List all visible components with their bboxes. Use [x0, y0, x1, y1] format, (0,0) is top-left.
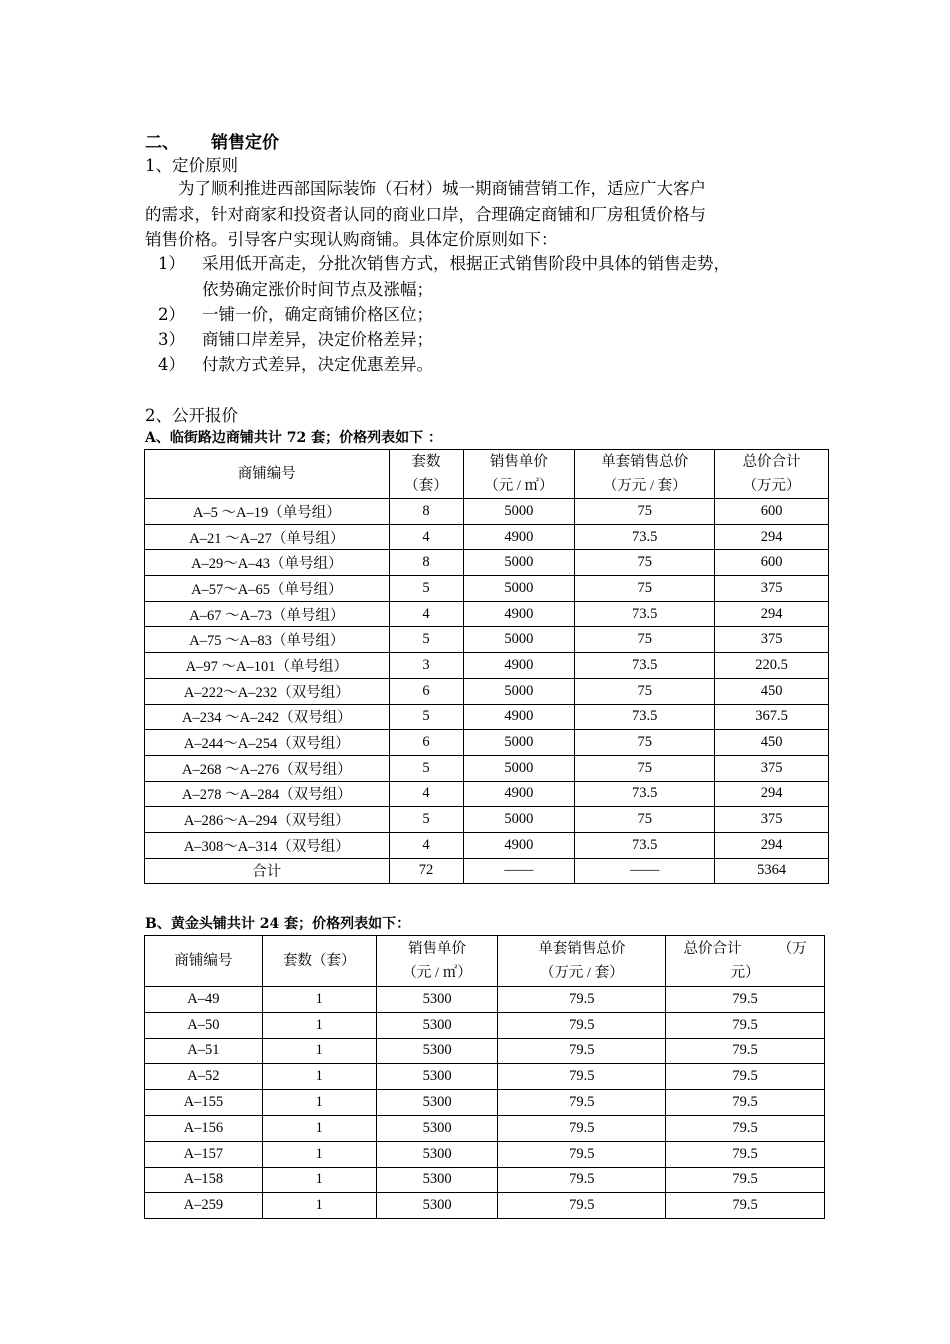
table-a-cell: 220.5 [715, 653, 829, 679]
table-a-cell: A–57～A–65（单号组） [145, 576, 390, 602]
table-b-row [145, 1064, 825, 1090]
table-b-cell: A–156 [145, 1115, 263, 1141]
table-a-column-header: 销售单价 （元 / ㎡） [463, 450, 575, 499]
table-b-column-header: 单套销售总价 （万元 / 套） [498, 936, 666, 987]
pricing-principle-heading: 1、定价原则 [145, 156, 238, 175]
table-a-cell: 4 [389, 781, 463, 807]
table-b-cell: 1 [262, 1012, 376, 1038]
table-a-cell: 294 [715, 781, 829, 807]
table-a-cell: A–222～A–232（双号组） [145, 678, 390, 704]
item-number: 1） [158, 254, 185, 273]
table-b-cell: A–155 [145, 1090, 263, 1116]
table-a-cell: 367.5 [715, 704, 829, 730]
table-b-cell: 1 [262, 1038, 376, 1064]
table-a-cell: 5000 [463, 807, 575, 833]
table-a-cell: 73.5 [575, 524, 715, 550]
table-b-column-header: 套数（套） [262, 936, 376, 987]
table-a-cell: 294 [715, 601, 829, 627]
table-a-cell: A–286～A–294（双号组） [145, 807, 390, 833]
table-b-cell: 1 [262, 1064, 376, 1090]
section-title: 销售定价 [211, 133, 279, 153]
table-b-row [145, 1141, 825, 1167]
table-a-cell: 6 [389, 678, 463, 704]
table-b-cell: A–49 [145, 987, 263, 1013]
table-a-row [145, 678, 829, 704]
table-b-column-header: 总价合计 （万 元） [666, 936, 825, 987]
table-a-cell: 5 [389, 704, 463, 730]
table-a-cell: A–308～A–314（双号组） [145, 832, 390, 858]
table-b-cell: 79.5 [498, 1193, 666, 1219]
table-a-cell: 5000 [463, 730, 575, 756]
table-b-column-header: 销售单价 （元 / ㎡） [376, 936, 498, 987]
table-a-cell: 3 [389, 653, 463, 679]
table-a-cell: 75 [575, 627, 715, 653]
table-a-cell: 5000 [463, 678, 575, 704]
table-a-column-header: 商铺编号 [145, 450, 390, 499]
item-number: 4） [158, 355, 185, 374]
table-a-cell: 5000 [463, 550, 575, 576]
table-a-column-header: 套数 （套） [389, 450, 463, 499]
table-b-cell: 1 [262, 1090, 376, 1116]
principle-item-3 [158, 326, 828, 350]
table-a-cell: 375 [715, 807, 829, 833]
table-b-cell: 5300 [376, 987, 498, 1013]
table-a-cell: A–67 ～A–73（单号组） [145, 601, 390, 627]
table-a-row [145, 730, 829, 756]
table-b-cell: 5300 [376, 1064, 498, 1090]
table-b-cell: 79.5 [498, 1038, 666, 1064]
table-b-cell: 1 [262, 1167, 376, 1193]
item-text-continued: 依势确定涨价时间节点及涨幅； [202, 279, 433, 299]
table-b-cell: 79.5 [666, 987, 825, 1013]
table-a-cell: 4 [389, 524, 463, 550]
table-a-cell: 600 [715, 550, 829, 576]
table-b-cell: A–157 [145, 1141, 263, 1167]
table-b-row [145, 1115, 825, 1141]
paragraph-line: 为了顺利推进西部国际装饰（石材）城一期商铺营销工作，适应广大客户 [178, 179, 706, 198]
table-b-column-header: 商铺编号 [145, 936, 263, 987]
table-a-cell: 73.5 [575, 704, 715, 730]
table-a-cell: A–244～A–254（双号组） [145, 730, 390, 756]
table-b-cell: 79.5 [666, 1167, 825, 1193]
table-a-row [145, 627, 829, 653]
table-a-street-shops [144, 449, 829, 884]
table-a-header-row [145, 450, 829, 499]
table-a-cell: 375 [715, 576, 829, 602]
section-number: 二、 [145, 133, 179, 153]
table-b-cell: 5300 [376, 1115, 498, 1141]
table-a-row [145, 601, 829, 627]
table-a-cell: 8 [389, 550, 463, 576]
table-b-cell: 79.5 [666, 1141, 825, 1167]
table-a-row [145, 653, 829, 679]
table-a-column-header: 单套销售总价 （万元 / 套） [575, 450, 715, 499]
table-a-row [145, 576, 829, 602]
table-b-cell: 79.5 [666, 1038, 825, 1064]
table-a-cell: 4 [389, 601, 463, 627]
table-a-cell: 5 [389, 807, 463, 833]
table-a-column-header: 总价合计 （万元） [715, 450, 829, 499]
table-b-caption: B、黄金头铺共计 24 套；价格列表如下： [145, 916, 411, 932]
table-a-cell: 73.5 [575, 653, 715, 679]
table-a-cell: 5 [389, 576, 463, 602]
table-a-cell: A–97 ～A–101（单号组） [145, 653, 390, 679]
table-b-cell: 5300 [376, 1038, 498, 1064]
principle-item-4 [158, 351, 828, 375]
item-number: 2） [158, 305, 185, 324]
table-a-cell: 5000 [463, 499, 575, 525]
table-a-row [145, 755, 829, 781]
paragraph-line: 销售价格。引导客户实现认购商铺。具体定价原则如下： [145, 230, 558, 249]
table-a-cell: 4900 [463, 601, 575, 627]
table-a-cell: A–29～A–43（单号组） [145, 550, 390, 576]
table-a-cell: 73.5 [575, 832, 715, 858]
table-b-header-row [145, 936, 825, 987]
table-a-cell: A–21 ～A–27（单号组） [145, 524, 390, 550]
table-b-cell: 79.5 [498, 1012, 666, 1038]
table-a-cell: 450 [715, 730, 829, 756]
table-a-cell: 600 [715, 499, 829, 525]
table-b-cell: 5300 [376, 1193, 498, 1219]
table-a-cell: 4900 [463, 524, 575, 550]
table-a-cell: 5000 [463, 627, 575, 653]
table-a-cell: 72 [389, 858, 463, 884]
table-b-row [145, 1038, 825, 1064]
table-b-cell: A–52 [145, 1064, 263, 1090]
table-a-row [145, 499, 829, 525]
item-text: 商铺口岸差异，决定价格差异； [202, 330, 433, 349]
table-a-cell: A–278 ～A–284（双号组） [145, 781, 390, 807]
table-b-cell: 79.5 [666, 1193, 825, 1219]
table-a-cell: 5 [389, 755, 463, 781]
table-a-cell: A–5 ～A–19（单号组） [145, 499, 390, 525]
table-a-cell: 4900 [463, 781, 575, 807]
principle-item-2 [158, 301, 828, 325]
table-b-cell: 79.5 [498, 1090, 666, 1116]
table-b-cell: 79.5 [498, 1064, 666, 1090]
table-a-cell: 75 [575, 576, 715, 602]
principle-item-1 [158, 251, 828, 302]
table-a-cell: 合计 [145, 858, 390, 884]
table-b-cell: 79.5 [498, 1141, 666, 1167]
table-b-golden-corner-shops [144, 935, 825, 1219]
table-a-row [145, 524, 829, 550]
table-b-cell: 79.5 [666, 1115, 825, 1141]
item-text: 付款方式差异，决定优惠差异。 [202, 355, 433, 374]
table-a-cell: 450 [715, 678, 829, 704]
table-b-cell: 5300 [376, 1141, 498, 1167]
table-b-cell: 79.5 [666, 1012, 825, 1038]
table-a-cell: —— [463, 858, 575, 884]
table-a-cell: A–75 ～A–83（单号组） [145, 627, 390, 653]
paragraph-line: 的需求，针对商家和投资者认同的商业口岸，合理确定商铺和厂房租赁价格与 [145, 204, 706, 224]
public-quote-heading: 2、公开报价 [145, 406, 238, 425]
table-b-row [145, 1193, 825, 1219]
table-b-cell: A–259 [145, 1193, 263, 1219]
table-a-cell: 5 [389, 627, 463, 653]
table-a-cell: 6 [389, 730, 463, 756]
table-b-cell: 79.5 [498, 1167, 666, 1193]
table-a-row [145, 858, 829, 884]
table-b-cell: 79.5 [498, 987, 666, 1013]
table-b-cell: 79.5 [666, 1090, 825, 1116]
table-a-cell: 73.5 [575, 781, 715, 807]
table-a-cell: 5364 [715, 858, 829, 884]
table-a-row [145, 550, 829, 576]
table-a-cell: 75 [575, 730, 715, 756]
table-a-row [145, 807, 829, 833]
table-b-cell: 1 [262, 1193, 376, 1219]
table-a-caption: A、临街路边商铺共计 72 套；价格列表如下 ： [145, 430, 442, 446]
table-a-cell: 75 [575, 550, 715, 576]
table-b-row [145, 987, 825, 1013]
table-a-cell: 75 [575, 807, 715, 833]
table-a-cell: 4900 [463, 653, 575, 679]
table-b-cell: 79.5 [666, 1064, 825, 1090]
table-a-cell: 4900 [463, 704, 575, 730]
table-a-cell: 294 [715, 524, 829, 550]
table-a-cell: A–268 ～A–276（双号组） [145, 755, 390, 781]
table-a-row [145, 832, 829, 858]
table-a-cell: 75 [575, 499, 715, 525]
table-a-cell: —— [575, 858, 715, 884]
table-b-cell: 1 [262, 1141, 376, 1167]
table-b-cell: 5300 [376, 1167, 498, 1193]
table-a-cell: 375 [715, 755, 829, 781]
table-a-cell: 4900 [463, 832, 575, 858]
table-a-cell: 5000 [463, 576, 575, 602]
table-a-row [145, 704, 829, 730]
table-b-cell: 1 [262, 987, 376, 1013]
table-a-cell: 5000 [463, 755, 575, 781]
table-a-row [145, 781, 829, 807]
section-heading [145, 128, 279, 153]
item-text: 一铺一价，确定商铺价格区位； [202, 305, 433, 324]
table-b-cell: 79.5 [498, 1115, 666, 1141]
table-a-cell: 75 [575, 678, 715, 704]
item-number: 3） [158, 330, 185, 349]
table-a-cell: A–234 ～A–242（双号组） [145, 704, 390, 730]
table-a-cell: 73.5 [575, 601, 715, 627]
table-b-cell: A–158 [145, 1167, 263, 1193]
table-b-cell: A–51 [145, 1038, 263, 1064]
table-a-cell: 75 [575, 755, 715, 781]
table-a-cell: 8 [389, 499, 463, 525]
table-a-cell: 4 [389, 832, 463, 858]
table-b-cell: A–50 [145, 1012, 263, 1038]
table-b-cell: 1 [262, 1115, 376, 1141]
table-b-row [145, 1167, 825, 1193]
table-b-cell: 5300 [376, 1090, 498, 1116]
table-b-row [145, 1090, 825, 1116]
table-a-cell: 294 [715, 832, 829, 858]
item-text: 采用低开高走，分批次销售方式，根据正式销售阶段中具体的销售走势， [202, 254, 730, 273]
table-a-cell: 375 [715, 627, 829, 653]
pricing-principle-paragraph [145, 176, 825, 253]
table-b-row [145, 1012, 825, 1038]
table-b-cell: 5300 [376, 1012, 498, 1038]
